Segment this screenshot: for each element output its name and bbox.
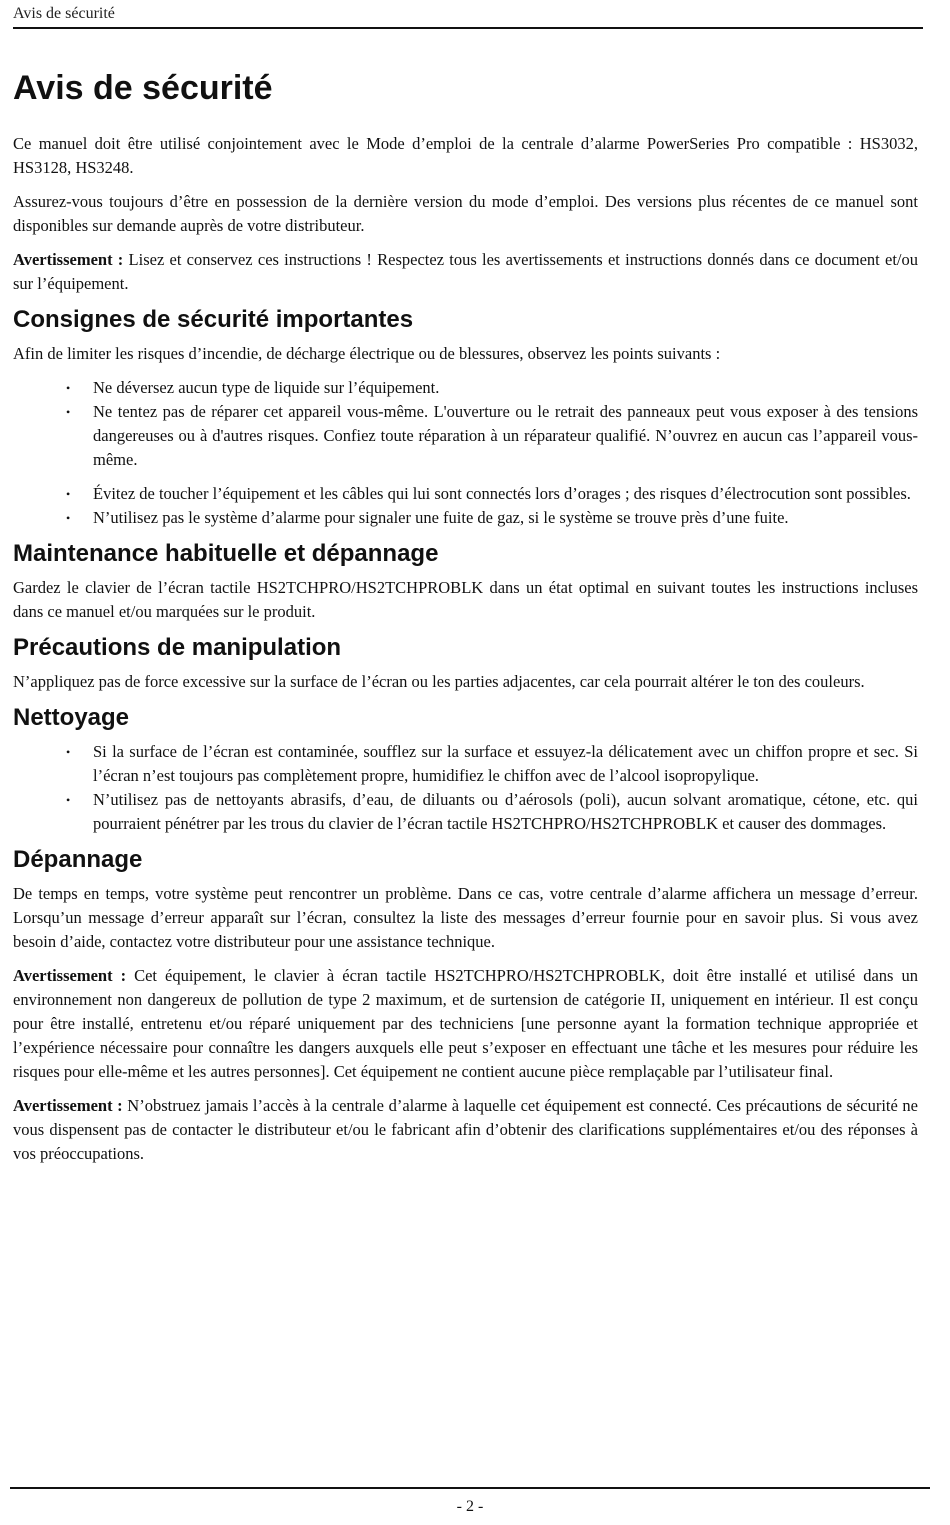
intro-paragraph-2: Assurez-vous toujours d’être en possession de la dernière version du mode d’emploi. Des versions plus récentes de ce manuel sont disponibles sur demande auprès de votre distributeur. xyxy=(13,192,918,235)
page-number: - 2 - xyxy=(456,1498,484,1515)
list-item: • N’utilisez pas de nettoyants abrasifs, d’eau, de diluants ou d’aérosols (poli), aucun solvant aromatique, cétone, etc. qui pourraient pénétrer par les trous du clavier de l’écran tactile HS2TCHPRO/HS2TCHPROBLK et causer des dommages. xyxy=(93,788,918,836)
warning-text: Lisez et conservez ces instructions ! Respectez tous les avertissements et instructions donnés dans ce document et/ou sur l’équipement. xyxy=(13,250,918,293)
depannage-warning-2 xyxy=(13,1094,918,1166)
depannage-text: De temps en temps, votre système peut rencontrer un problème. Dans ce cas, votre centrale d’alarme affichera un message d’erreur. Lorsqu’un message d’erreur apparaît sur l’écran, consultez la liste des messages d’erreur fournie pour en savoir plus. Si vous avez besoin d’aide, contactez votre distributeur pour une assistance technique. xyxy=(13,884,918,951)
warning-text: Cet équipement, le clavier à écran tactile HS2TCHPRO/HS2TCHPROBLK, doit être installé et utilisé dans un environnement non dangereux de pollution de type 2 maximum, et de surtension de catégorie II, uniquement en intérieur. Il est conçu pour être installé, entretenu et/ou réparé uniquement par des techniciens [une personne ayant la formation technique appropriée et l’expérience nécessaire pour connaître les dangers auxquels elle peut s’exposer en effectuant une tâche et les mesures pour réduire les risques pour elle-même et les autres personnes]. Cet équipement ne contient aucune pièce remplaçable par l’utilisateur final. xyxy=(13,966,918,1081)
list-item: • Ne tentez pas de réparer cet appareil vous-même. L'ouverture ou le retrait des panneaux peut vous exposer à des tensions dangereuses ou à d'autres risques. Confiez toute réparation à un réparateur qualifié. N’ouvrez en aucun cas l’appareil vous-même. xyxy=(93,400,918,472)
list-item: • N’utilisez pas le système d’alarme pour signaler une fuite de gaz, si le système se trouve près d’une fuite. xyxy=(93,506,918,530)
warning-label: Avertissement : xyxy=(13,1096,123,1115)
header-rule xyxy=(13,27,923,29)
page-content xyxy=(13,60,918,1176)
section-heading-consignes: Consignes de sécurité importantes xyxy=(13,306,414,333)
maintenance-text: Gardez le clavier de l’écran tactile HS2TCHPRO/HS2TCHPROBLK dans un état optimal en suivant toutes les instructions incluses dans ce manuel et/ou marquées sur le produit. xyxy=(13,578,918,621)
warning-label: Avertissement : xyxy=(13,966,127,985)
list-item: • Ne déversez aucun type de liquide sur l’équipement. xyxy=(93,376,918,400)
list-item: • Si la surface de l’écran est contaminée, soufflez sur la surface et essuyez-la délicatement avec un chiffon propre et sec. Si l’écran n’est toujours pas complètement propre, humidifiez le chiffon avec de l’alcool isopropylique. xyxy=(93,740,918,788)
warning-label: Avertissement : xyxy=(13,250,124,269)
depannage-warning-1 xyxy=(13,964,918,1084)
page-title: Avis de sécurité xyxy=(13,69,273,107)
intro-warning xyxy=(13,248,918,296)
section-heading-depannage: Dépannage xyxy=(13,846,143,873)
section-heading-maintenance: Maintenance habituelle et dépannage xyxy=(13,540,439,567)
section-heading-precautions: Précautions de manipulation xyxy=(13,634,342,661)
list-item: • Évitez de toucher l’équipement et les câbles qui lui sont connectés lors d’orages ; des risques d’électrocution sont possibles. xyxy=(93,482,918,506)
nettoyage-list xyxy=(13,740,918,836)
intro-paragraph-1: Ce manuel doit être utilisé conjointement avec le Mode d’emploi de la centrale d’alarme PowerSeries Pro compatible : HS3032, HS3128, HS3248. xyxy=(13,134,918,177)
warning-text: N’obstruez jamais l’accès à la centrale d’alarme à laquelle cet équipement est connecté. Ces précautions de sécurité ne vous dispensent pas de contacter le distributeur et/ou le fabricant afin d’obtenir des clarifications supplémentaires et/ou des réponses à vos préoccupations. xyxy=(13,1096,918,1163)
precautions-text: N’appliquez pas de force excessive sur la surface de l’écran ou les parties adjacentes, car cela pourrait altérer le ton des couleurs. xyxy=(13,672,865,691)
section-heading-nettoyage: Nettoyage xyxy=(13,704,130,731)
running-header: Avis de sécurité xyxy=(13,5,115,22)
consignes-intro: Afin de limiter les risques d’incendie, de décharge électrique ou de blessures, observez les points suivants : xyxy=(13,344,721,363)
consignes-list xyxy=(13,376,918,530)
footer-rule xyxy=(10,1487,930,1489)
